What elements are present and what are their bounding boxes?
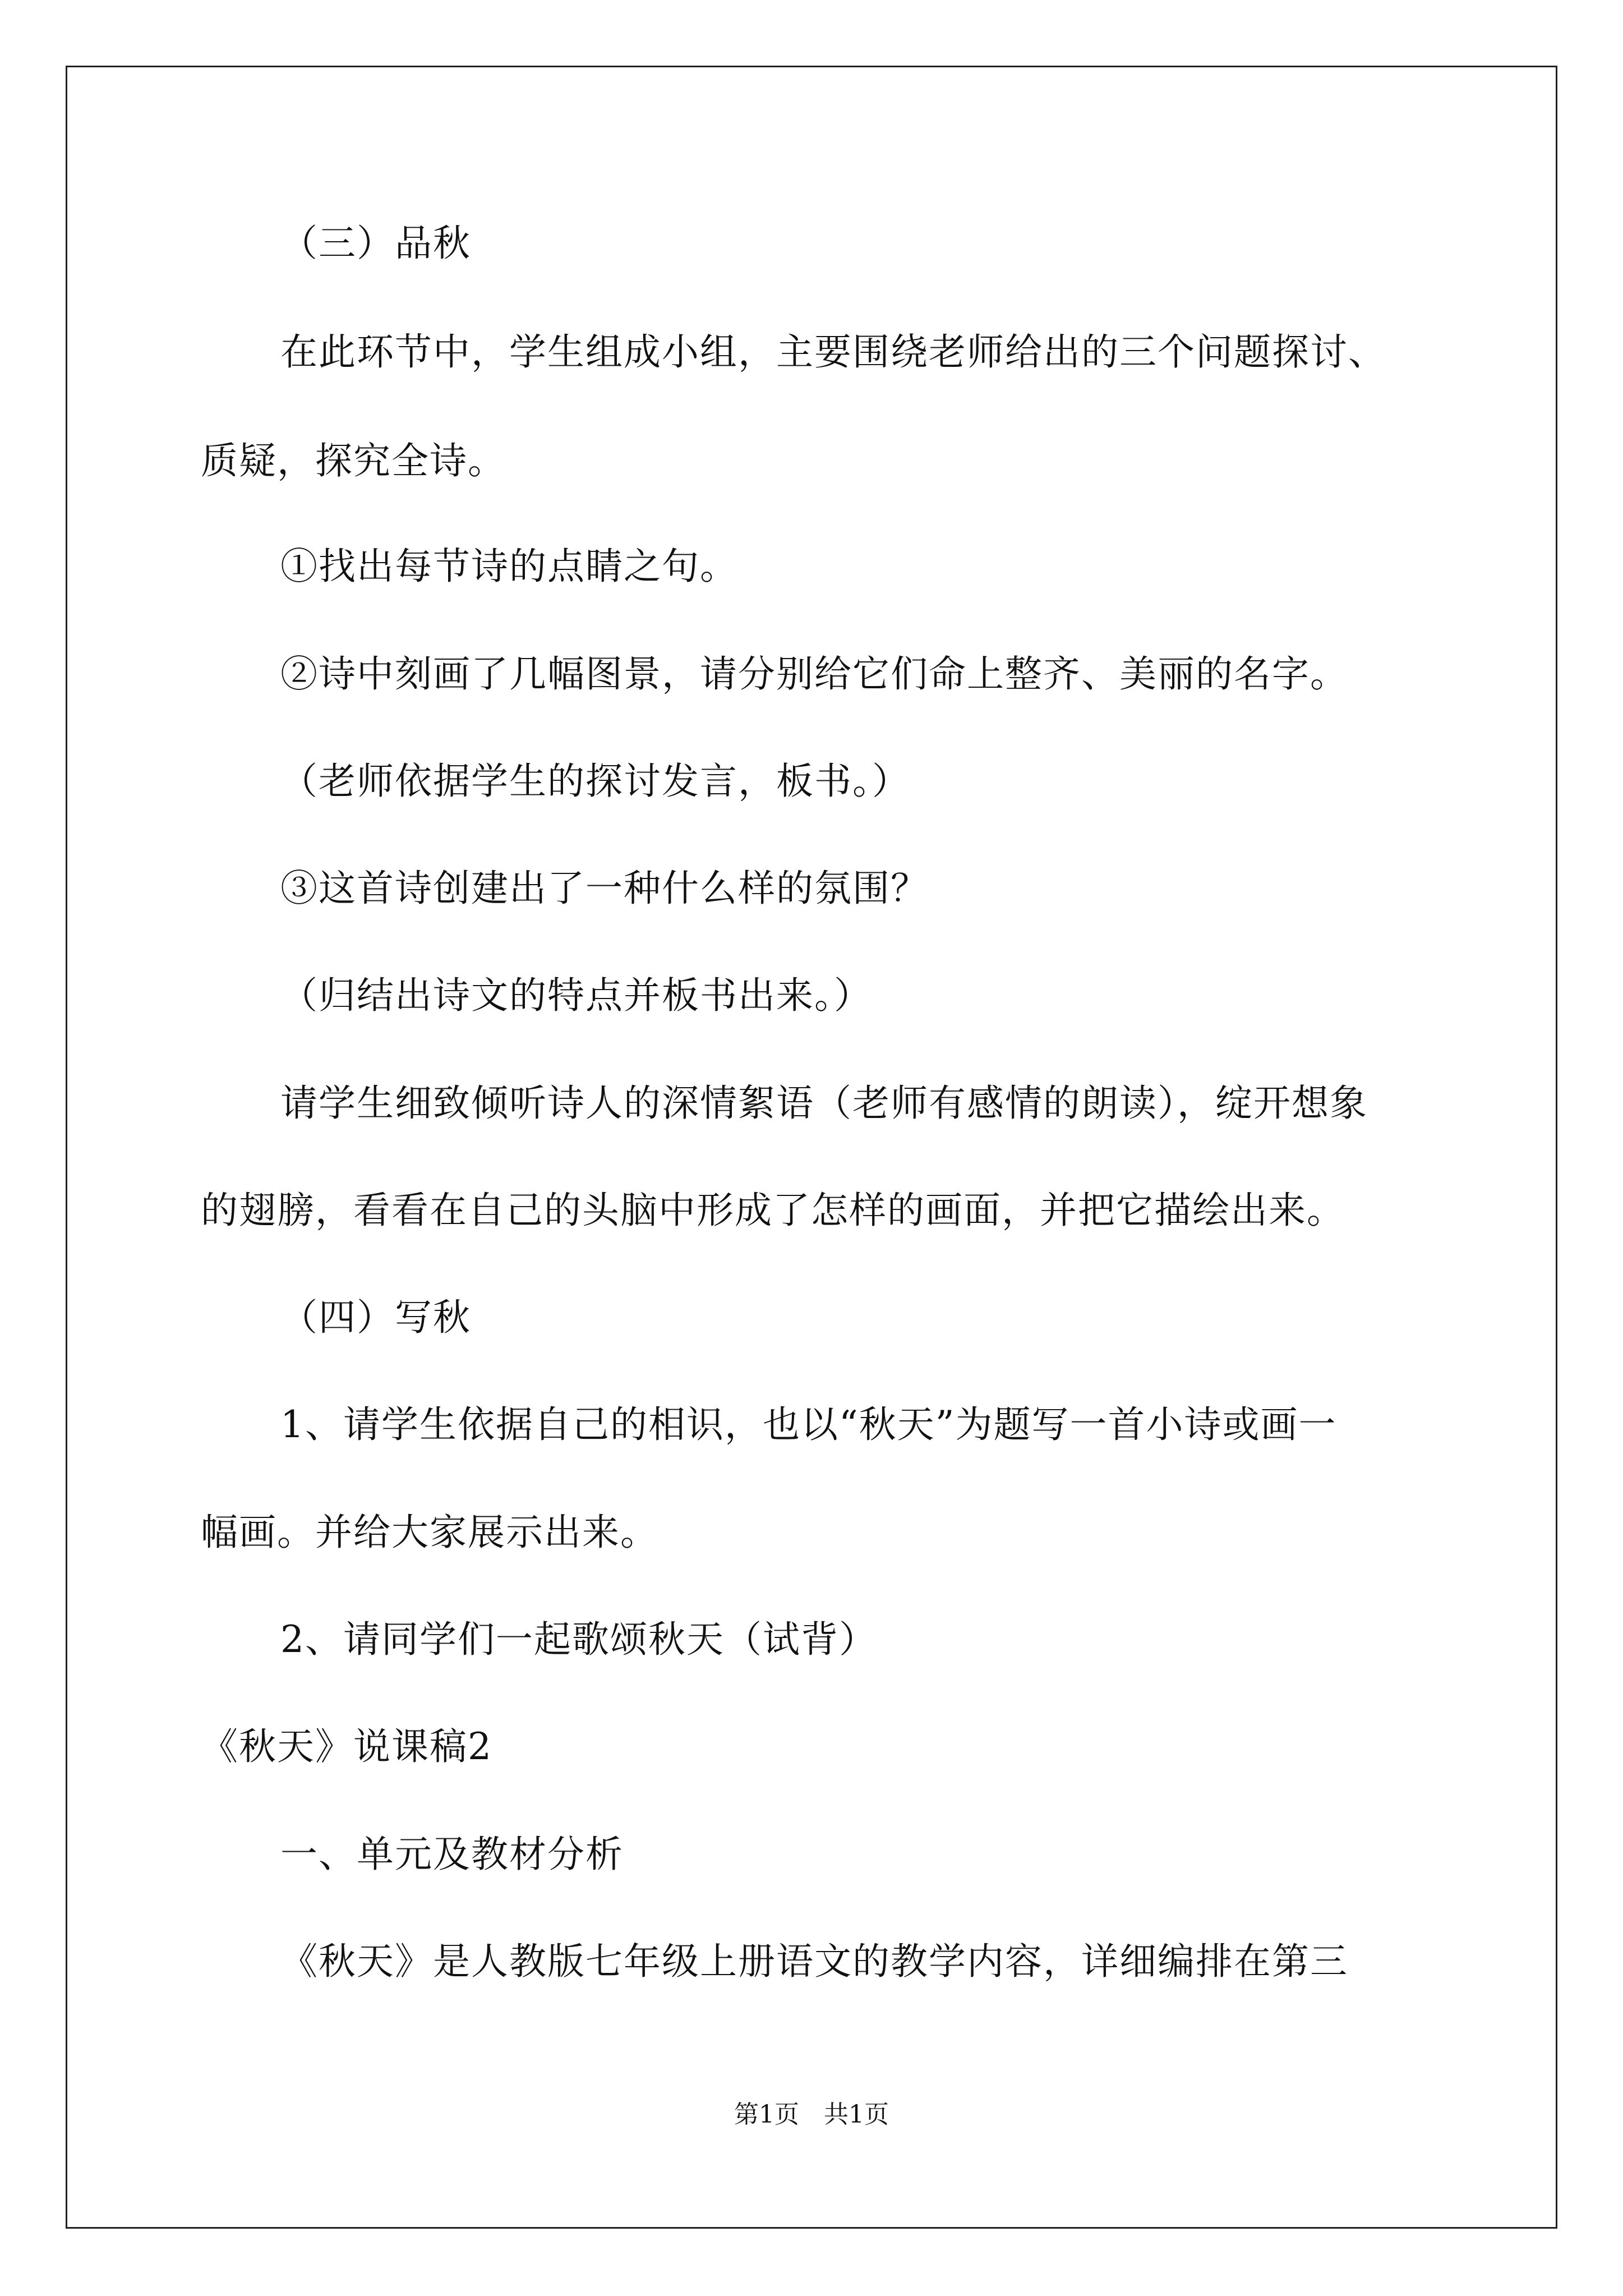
paragraph-line: 《秋天》是人教版七年级上册语文的教学内容，详细编排在第三 — [280, 1940, 1348, 1983]
section-heading-pinqiu: （三）品秋 — [280, 222, 471, 265]
paragraph-line: 在此环节中，学生组成小组，主要围绕老师给出的三个问题探讨、 — [280, 330, 1386, 374]
paragraph-line: 质疑，探究全诗。 — [201, 439, 506, 482]
question-item-2: ②诗中刻画了几幅图景，请分别给它们命上整齐、美丽的名字。 — [280, 652, 1348, 696]
paragraph-line: （老师依据学生的探讨发言，板书。） — [280, 760, 910, 803]
paragraph-line: 的翅膀，看看在自己的头脑中形成了怎样的画面，并把它描绘出来。 — [201, 1189, 1345, 1232]
paragraph-line: （归结出诗文的特点并板书出来。） — [280, 974, 872, 1017]
paragraph-line: 请学生细致倾听诗人的深情絮语（老师有感情的朗读），绽开想象 — [280, 1082, 1368, 1125]
page-border — [66, 66, 1557, 2229]
section-heading-xieqiu: （四）写秋 — [280, 1296, 471, 1339]
question-item-1: ①找出每节诗的点睛之句。 — [280, 545, 738, 588]
list-item-2: 2、请同学们一起歌颂秋天（试背） — [280, 1618, 877, 1661]
paragraph-line: 幅画。并给大家展示出来。 — [201, 1511, 658, 1554]
list-item-1: 1、请学生依据自己的相识，也以“秋天”为题写一首小诗或画一 — [280, 1403, 1337, 1446]
document-title: 《秋天》说课稿2 — [201, 1725, 492, 1768]
section-heading-analysis: 一、单元及教材分析 — [280, 1833, 624, 1876]
page-number-footer: 第1页 共1页 — [734, 2100, 889, 2129]
question-item-3: ③这首诗创建出了一种什么样的氛围？ — [280, 867, 929, 910]
